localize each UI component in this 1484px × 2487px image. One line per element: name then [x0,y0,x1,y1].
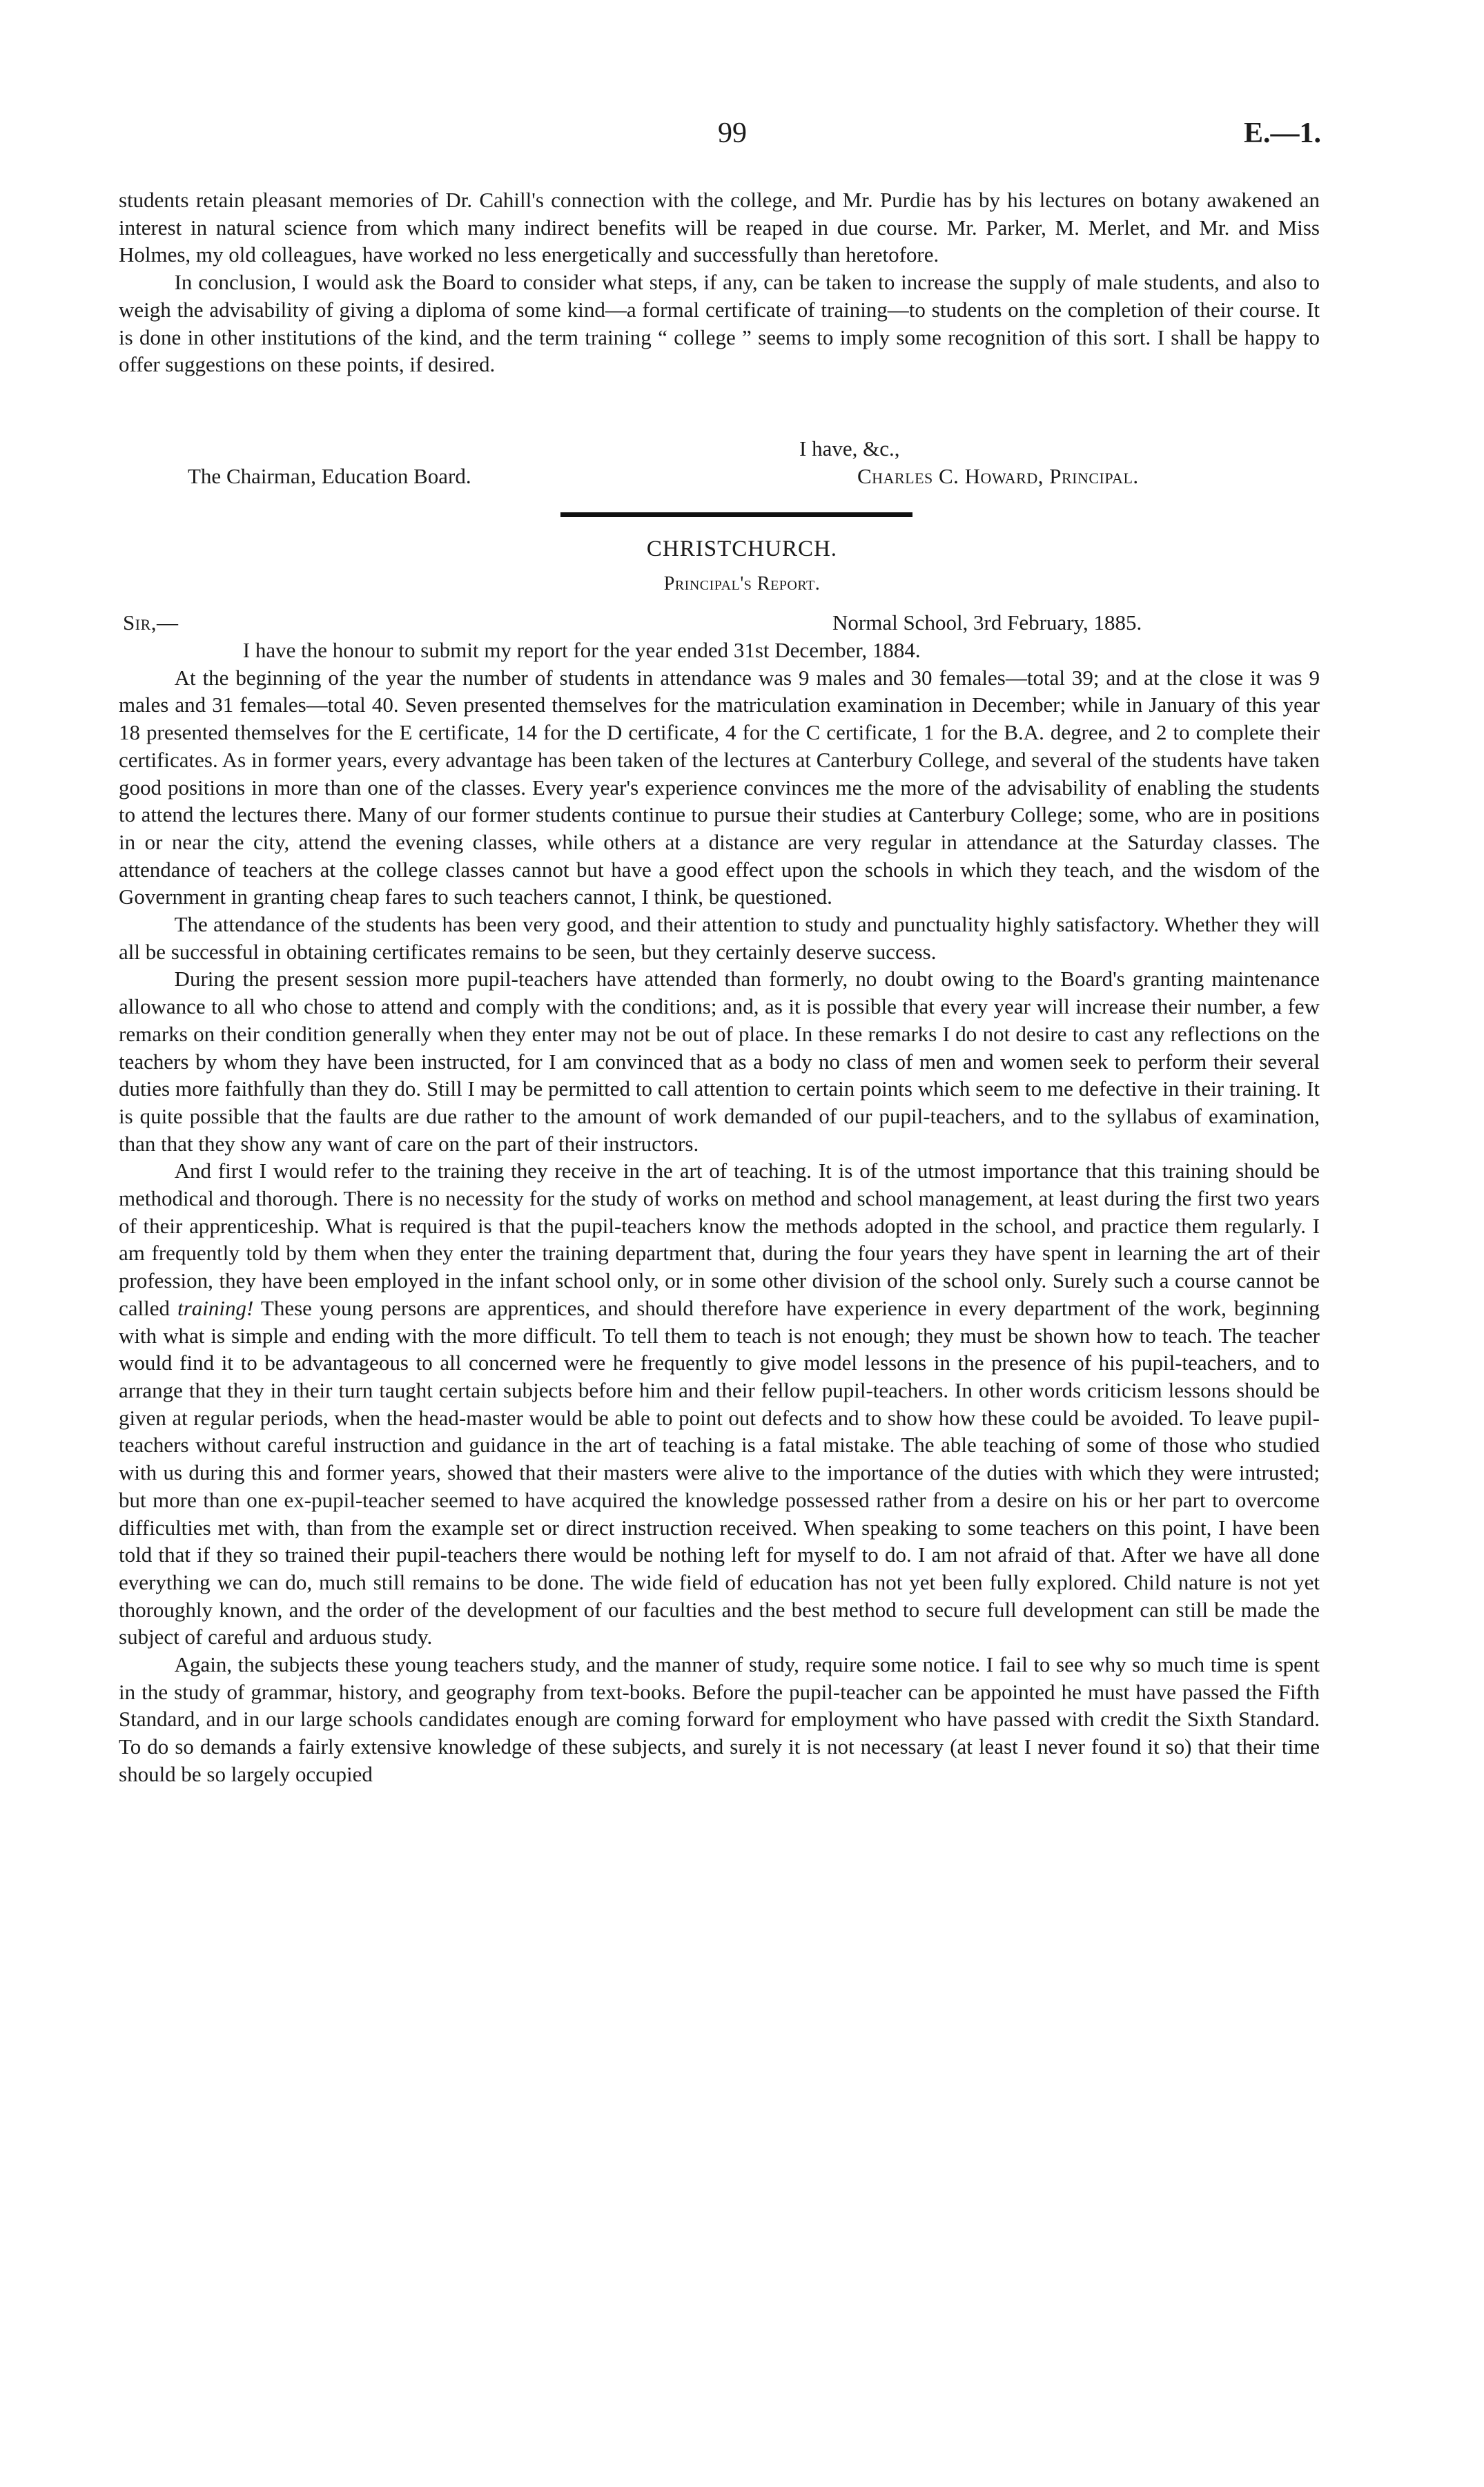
section-divider-rule [560,512,912,517]
art-of-teaching-text-b: These young persons are apprentices, and should therefore have experience in every department of the work, beginning with what is simple and ending with the more difficult. To tell them to teach is not enough; they must be shown how to teach. The teacher would find it to be advantageous to all concerned were he frequently to give model lessons in the presence of his pupil-teachers, and to arrange that they in their turn taught certain subjects before him and their fellow pupil-teachers. In other words criticism lessons should be given at regular periods, when the head-master would be able to point out defects and to show how these could be avoided. To leave pupil-teachers without careful instruction and guidance in the art of teaching is a fatal mistake. The able teaching of some of those who studied with us during this and former years, showed that their masters were alive to the importance of the duties with which they were intrusted; but more than one ex-pupil-teacher seemed to have acquired the knowledge possessed rather from a desire on his or her part to overcome difficulties met with, than from the example set or direct instruction received. When speaking to some teachers on this point, I have been told that if they so trained their pupil-teachers there would be nothing left for myself to do. I am not afraid of that. After we have all done everything we can do, much still remains to be done. The wide field of education has not yet been fully explored. Child nature is not yet thoroughly known, and the order of the development of our faculties and the best method to secure full development can still be made the subject of careful and arduous study. [119,1295,1320,1649]
paragraph-pupil-teachers: During the present session more pupil-teachers have attended than formerly, no doubt owing to the Board's granting maintenance allowance to all who chose to attend and comply with the conditions; and, as it is possible that every year will increase their number, a few remarks on their condition generally when they enter may not be out of place. In these remarks I do not desire to cast any reflections on the teachers by whom they have been instructed, for I am convinced that as a body no class of men and women seek to perform their several duties more faithfully than they do. Still I may be permitted to call attention to certain points which seem to me defective in their training. It is quite possible that the faults are due rather to the amount of work demanded of our pupil-teachers, and to the syllabus of examination, than that they show any want of care on the part of their instructors. [119,967,1320,1156]
signature: Charles C. Howard, Principal. [857,464,1139,488]
paragraph-subjects-of-study: Again, the subjects these young teachers study, and the manner of study, require some notice. I fail to see why so much time is spent in the study of grammar, history, and geography from text-books. Before the pupil-teacher can be appointed he must have passed the Fifth Standard, and in our large schools candidates enough are coming forward for employment who have passed with credit the Sixth Standard. To do so demands a fairly extensive knowledge of these subjects, and surely it is not necessary (at least I never found it so) that their time should be so largely occupied [119,1652,1320,1786]
section-subtitle: Principal's Report. [663,573,821,594]
closing-formula: I have, &c., [799,436,900,461]
art-of-teaching-text-a: And first I would refer to the training they receive in the art of teaching. It is of the utmost importance that this training should be methodical and thorough. There is no necessity for the study of works on method and school management, at least during the first two years of their apprenticeship. What is required is that the pupil-teachers know the methods adopted in the school, and practice them regularly. I am frequently told by them when they enter the training department that, during the four years they have spent in learning the art of their profession, they have been employed in the infant school only, or in some other division of the school only. Surely such a course cannot be called [119,1159,1320,1320]
paragraph-art-of-teaching [119,1157,1320,1651]
salutation: Sir,— [123,610,179,635]
emphasis-training: training! [177,1295,254,1320]
paragraph-attendance-statistics: At the beginning of the year the number of students in attendance was 9 males and 30 females—total 39; and at the close it was 9 males and 31 females—total 40. Seven presented themselves for the matriculation examination in December; while in January of this year 18 presented themselves for the E certificate, 14 for the D certificate, 4 for the C certificate, 1 for the B.A. degree, and 2 to complete their certificates. As in former years, every advantage has been taken of the lectures at Canterbury College, and several of the students have taken good positions in more than one of the classes. Every year's experience convinces me the more of the advisability of enabling the students to attend the lectures there. Many of our former students continue to pursue their studies at Canterbury College; some, who are in positions in or near the city, attend the evening classes, while others at a distance are very regular in attendance at the Saturday classes. The attendance of teachers at the college classes cannot but have a good effect upon the schools in which they teach, and the wisdom of the Government in granting cheap fares to such teachers cannot, I think, be questioned. [119,665,1320,909]
document-reference: E.—1. [1243,117,1321,149]
report-body [119,637,1320,1788]
dateline: Normal School, 3rd February, 1885. [832,610,1142,635]
page-number: 99 [718,117,747,149]
section-title: CHRISTCHURCH. [646,536,838,561]
paragraph-student-attendance: The attendance of the students has been very good, and their attention to study and punctuality highly satisfactory. Whether they will all be successful in obtaining certificates remains to be seen, but they certainly deserve success. [119,912,1320,964]
opening-paragraph: I have the honour to submit my report for the year ended 31st December, 1884. [242,638,921,662]
previous-report-tail [119,186,1320,378]
conclusion-paragraph: In conclusion, I would ask the Board to consider what steps, if any, can be taken to increase the supply of male students, and also to weigh the advisability of giving a diploma of some kind—a formal certificate of training—to students on the completion of their course. It is done in other institutions of the kind, and the term training “ college ” seems to imply some recognition of this sort. I shall be happy to offer suggestions on these points, if desired. [119,270,1320,377]
addressee: The Chairman, Education Board. [188,464,471,488]
continuation-paragraph: students retain pleasant memories of Dr. Cahill's connection with the college, and Mr. Purdie has by his lectures on botany awakened an interest in natural science from which many indirect benefits will be reaped in due course. Mr. Parker, M. Merlet, and Mr. and Miss Holmes, my old colleagues, have worked no less energetically and successfully than heretofore. [119,188,1320,267]
